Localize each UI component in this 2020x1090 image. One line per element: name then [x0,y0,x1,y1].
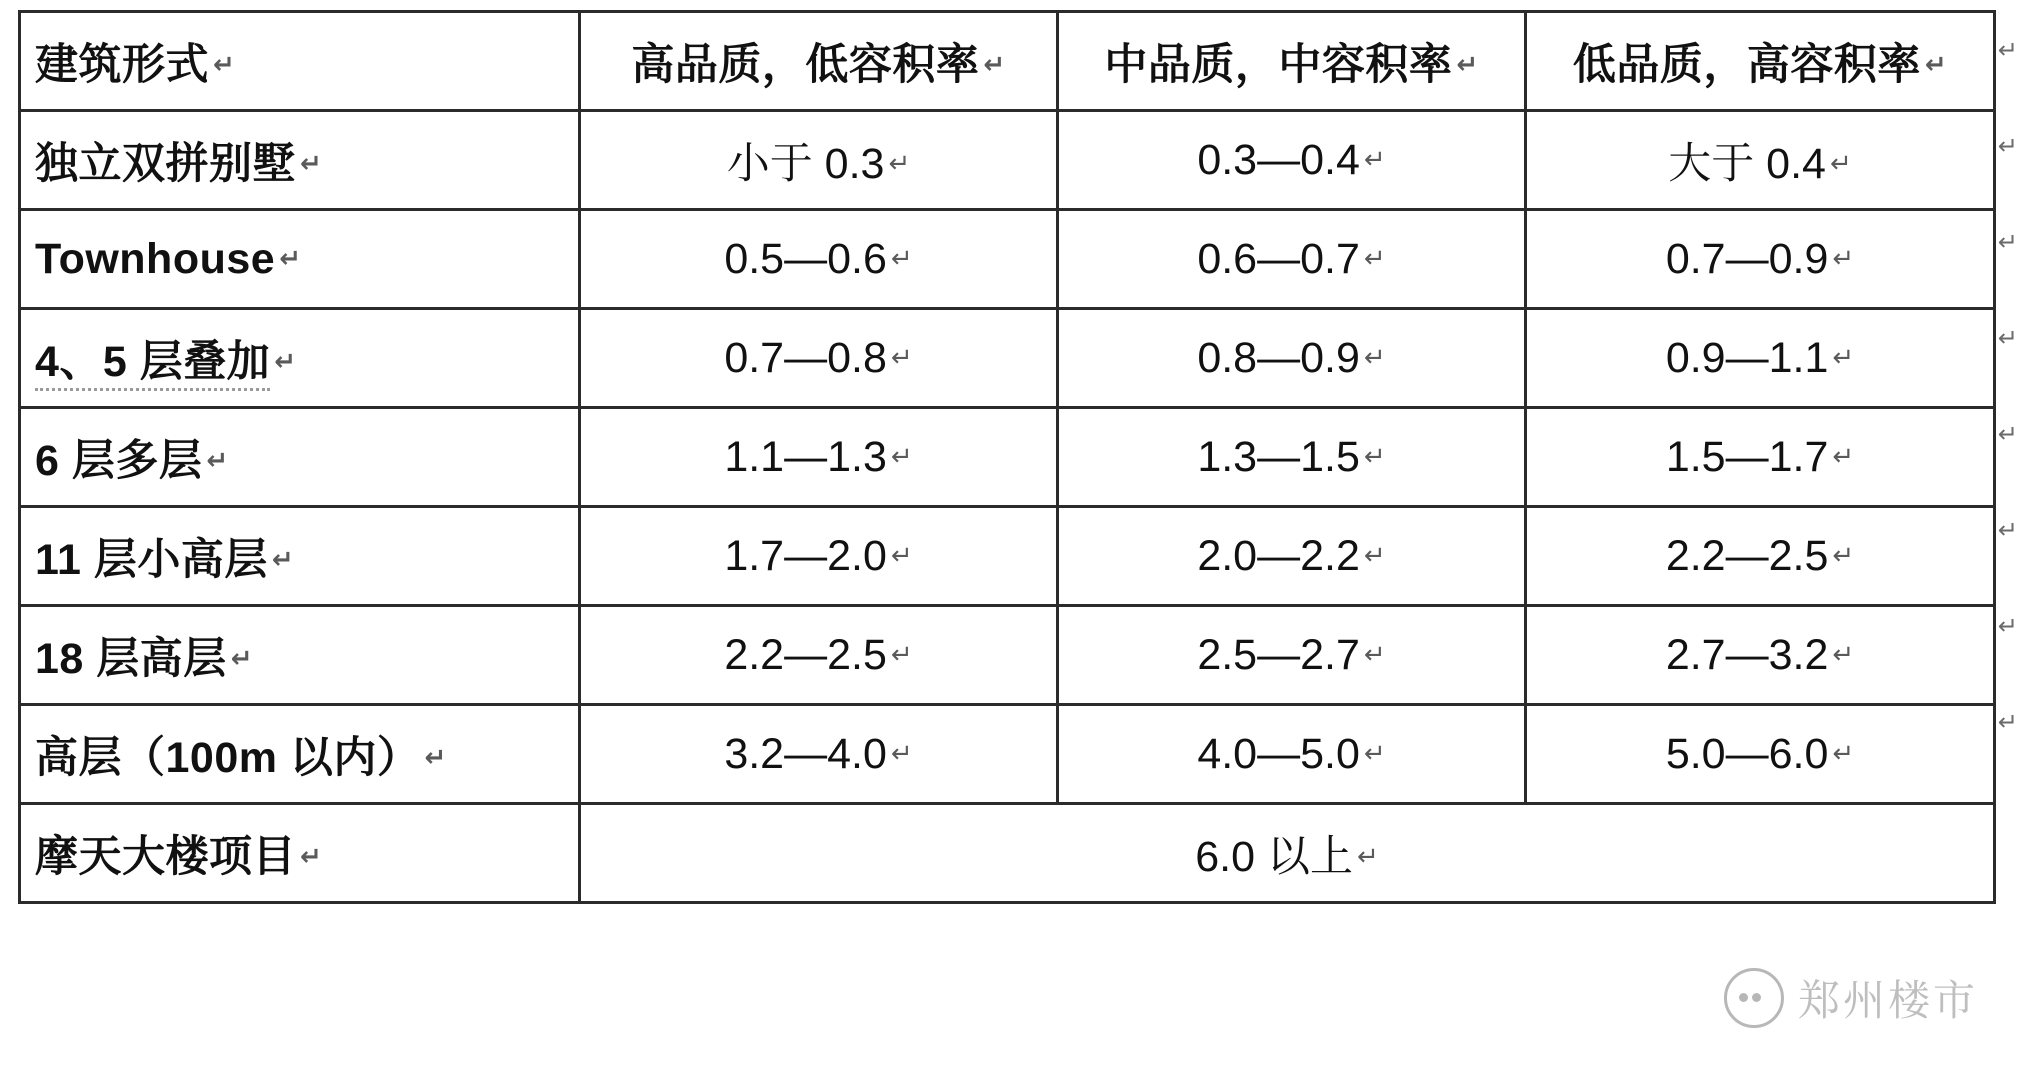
header-label-form: 建筑形式 [35,40,209,89]
cell-building-form [20,705,580,804]
paragraph-mark-icon: ↵ [1363,243,1386,274]
paragraph-mark-icon: ↵ [1997,36,2018,64]
paragraph-mark-icon: ↵ [1832,342,1855,373]
paragraph-mark-icon: ↵ [213,49,236,80]
paragraph-mark-icon: ↵ [1997,420,2018,448]
value-label: 1.7—2.0 [724,531,887,580]
value-label: 小于 0.3 [726,139,885,188]
table-header-cell-mid [1058,12,1526,111]
paragraph-mark-icon: ↵ [1832,243,1855,274]
paragraph-mark-icon: ↵ [890,243,913,274]
header-label-high: 高品质，低容积率 [631,40,980,89]
paragraph-mark-icon: ↵ [271,544,295,575]
building-form-label: 4、5 层叠加 [35,338,270,391]
paragraph-mark-icon: ↵ [1829,148,1852,179]
cell-building-form [20,804,580,903]
value-label: 2.2—2.5 [1665,531,1829,580]
paragraph-mark-icon: ↵ [1997,228,2018,256]
cell-building-form [20,111,580,210]
value-label: 2.2—2.5 [724,630,887,679]
value-label: 4.0—5.0 [1197,729,1360,778]
building-form-label: 摩天大楼项目 [35,832,296,881]
watermark-label: 郑州楼市 [1797,977,1978,1024]
paragraph-mark-icon: ↵ [1363,540,1386,571]
paragraph-mark-icon: ↵ [888,148,911,179]
cell-building-form [20,606,580,705]
paragraph-mark-icon: ↵ [1997,324,2018,352]
paragraph-mark-icon: ↵ [1363,342,1386,373]
cell-high-quality [580,507,1058,606]
table-row [20,606,1995,705]
cell-high-quality [580,309,1058,408]
value-label: 0.7—0.9 [1665,234,1829,283]
building-form-label: 6 层多层 [35,436,203,485]
cell-building-form [20,309,580,408]
value-label: 6.0 以上 [1195,832,1353,881]
paragraph-mark-icon: ↵ [1832,540,1855,571]
right-edge-paragraph-marks [1997,14,2018,994]
cell-mid-quality [1058,309,1526,408]
cell-low-quality [1526,606,1995,705]
paragraph-mark-icon: ↵ [230,643,254,674]
value-label: 0.6—0.7 [1197,234,1360,283]
value-label: 0.8—0.9 [1197,333,1360,382]
cell-high-quality [580,408,1058,507]
paragraph-mark-icon: ↵ [274,346,297,377]
paragraph-mark-icon: ↵ [279,243,302,274]
cell-low-quality [1526,408,1995,507]
table-header-row [20,12,1995,111]
cell-low-quality [1526,210,1995,309]
paragraph-mark-icon: ↵ [983,49,1006,80]
cell-mid-quality [1058,606,1526,705]
paragraph-mark-icon: ↵ [1832,738,1855,769]
paragraph-mark-icon: ↵ [1832,639,1855,670]
floor-area-ratio-table-container [18,10,1998,904]
paragraph-mark-icon: ↵ [890,639,913,670]
cell-mid-quality [1058,705,1526,804]
wechat-circle-icon [1724,968,1784,1028]
paragraph-mark-icon: ↵ [300,148,323,179]
table-header-cell-high [580,12,1058,111]
table-row [20,408,1995,507]
paragraph-mark-icon: ↵ [1356,841,1379,872]
building-form-label: 11 层小高层 [35,535,268,584]
value-label: 3.2—4.0 [724,729,887,778]
value-label: 大于 0.4 [1668,139,1826,188]
paragraph-mark-icon: ↵ [1363,738,1386,769]
header-label-mid: 中品质，中容积率 [1104,40,1453,89]
paragraph-mark-icon: ↵ [1456,49,1479,80]
table-header-cell-low [1526,12,1995,111]
table-row [20,804,1995,903]
cell-low-quality [1526,111,1995,210]
cell-low-quality [1526,309,1995,408]
building-form-label: 高层（100m 以内） [35,733,421,782]
table-row [20,705,1995,804]
paragraph-mark-icon: ↵ [300,841,323,872]
value-label: 1.5—1.7 [1665,432,1829,481]
paragraph-mark-icon: ↵ [1997,708,2018,736]
value-label: 2.5—2.7 [1197,630,1360,679]
value-label: 0.9—1.1 [1665,333,1829,382]
cell-building-form [20,210,580,309]
building-form-label: Townhouse [35,234,276,283]
paragraph-mark-icon: ↵ [1997,132,2018,160]
paragraph-mark-icon: ↵ [890,342,913,373]
cell-building-form [20,507,580,606]
paragraph-mark-icon: ↵ [1997,516,2018,544]
header-label-low: 低品质，高容积率 [1572,40,1921,89]
table-header-cell-form [20,12,580,111]
value-label: 1.1—1.3 [724,432,887,481]
building-form-label: 独立双拼别墅 [35,139,296,188]
paragraph-mark-icon: ↵ [1997,612,2018,640]
value-label: 1.3—1.5 [1197,432,1360,481]
paragraph-mark-icon: ↵ [1363,144,1386,175]
value-label: 0.7—0.8 [724,333,887,382]
paragraph-mark-icon: ↵ [890,540,913,571]
paragraph-mark-icon: ↵ [1363,441,1386,472]
floor-area-ratio-table [18,10,1996,904]
cell-merged-value [580,804,1995,903]
paragraph-mark-icon: ↵ [206,445,229,476]
watermark [1724,968,1978,1028]
cell-high-quality [580,210,1058,309]
paragraph-mark-icon: ↵ [1832,441,1855,472]
cell-building-form [20,408,580,507]
cell-high-quality [580,705,1058,804]
paragraph-mark-icon: ↵ [890,738,913,769]
cell-low-quality [1526,705,1995,804]
value-label: 2.0—2.2 [1197,531,1360,580]
table-row [20,507,1995,606]
paragraph-mark-icon: ↵ [424,742,447,773]
paragraph-mark-icon: ↵ [890,441,913,472]
cell-high-quality [580,606,1058,705]
value-label: 5.0—6.0 [1665,729,1829,778]
cell-mid-quality [1058,507,1526,606]
cell-high-quality [580,111,1058,210]
paragraph-mark-icon: ↵ [1924,49,1948,80]
cell-low-quality [1526,507,1995,606]
cell-mid-quality [1058,408,1526,507]
value-label: 0.5—0.6 [724,234,887,283]
table-row [20,210,1995,309]
table-row [20,309,1995,408]
paragraph-mark-icon: ↵ [1363,639,1386,670]
building-form-label: 18 层高层 [35,634,227,683]
cell-mid-quality [1058,111,1526,210]
value-label: 0.3—0.4 [1197,135,1360,184]
value-label: 2.7—3.2 [1665,630,1829,679]
cell-mid-quality [1058,210,1526,309]
table-row [20,111,1995,210]
